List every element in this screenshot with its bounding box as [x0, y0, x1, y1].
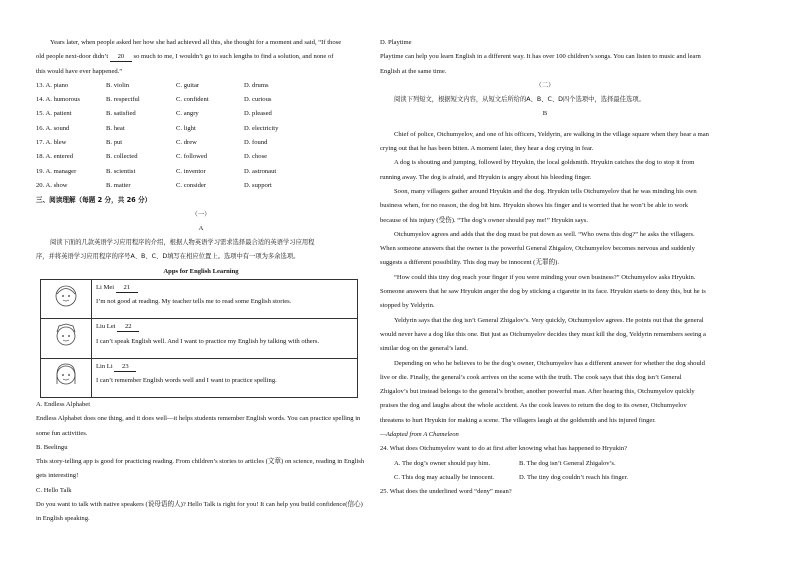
right-column — [380, 36, 710, 500]
need-cell — [92, 319, 358, 358]
girl-avatar-icon — [53, 360, 79, 390]
option: B. matter — [106, 181, 131, 189]
avatar — [41, 358, 92, 397]
person-name: Li Mei — [96, 284, 115, 292]
table-title: Apps for English Learning — [163, 267, 239, 275]
option: D. astronaut — [244, 167, 277, 175]
app-b-title: B. Beelingu — [36, 443, 68, 451]
app-a-desc: Endless Alphabet does one thing, and it does well—it helps students remember English words. You can practice spelling in some fun activities. — [36, 415, 361, 437]
avatar — [41, 280, 92, 319]
boy-avatar-icon — [53, 320, 79, 350]
girl-avatar-icon — [53, 281, 79, 311]
avatar — [41, 319, 92, 358]
paragraph: Chief of police, Otchumyelov, and one of his officers, Yeldyrin, are walking in the village square when they hear a man crying out that he has been bitten. A moment later, they hear a dog crying in fear. — [380, 130, 709, 153]
need-cell — [92, 280, 358, 319]
option: C. confident — [176, 96, 209, 104]
option: C. This dog may actually be innocent. — [394, 473, 495, 481]
passage-line-2: old people next-door didn’t 20 so much to me, I wouldn’t go to such lengths to find a solution, and none of — [36, 53, 334, 61]
option: 17. A. blew — [36, 139, 67, 147]
app-d-title: D. Playtime — [380, 39, 412, 46]
option: C. consider — [176, 181, 207, 189]
need-cell — [92, 358, 358, 397]
person-name: Lin Li — [96, 362, 113, 370]
option: 14. A. humorous — [36, 96, 80, 104]
option: B. satisfied — [106, 110, 136, 118]
paragraph: Soon, many villagers gather around Hryukin and the dog. Hryukin tells Otchumyelov that he was minding his own business when, for no reason, the dog bit him. Hryukin shows his finger and is worried that he won’t be able to work because of his injury (受伤). “The dog’s owner should pay me!” Hryukin says. — [380, 187, 697, 224]
part-a-heading: A — [198, 224, 204, 232]
cloze-options — [36, 79, 366, 193]
paragraph: Otchumyelov agrees and adds that the dog must be put down as well. “Who owns this dog?” he asks the villagers. When someone answers that the owner is the powerful General Zhigalov, Otchumyelov becomes nervous and suddenly suggests a different possibility. This dog may be innocent (无罪的). — [380, 230, 695, 267]
option: A. The dog’s owner should pay him. — [394, 459, 491, 467]
paragraph: A dog is shouting and jumping, followed by Hryukin, the local goldsmith. Hryukin catches the dog to stop it from running away. The dog is afraid, and Hryukin is angry about his bleeding finger. — [380, 159, 695, 181]
instruction-2: 阅读下列短文，根据短文内容，从短文后所给的A、B、C、D四个选项中，选择最佳选项。 — [394, 96, 645, 104]
option: C. drew — [176, 139, 197, 147]
person-need: I’m not good at reading. My teacher tells me to read some English stories. — [96, 298, 292, 306]
app-c-desc: Do you want to talk with native speakers (说母语的人)? Hello Talk is right for you! It can help you build confidence(信心) in English speaking. — [36, 501, 363, 523]
passage-line-1: Years later, when people asked her how she had achieved all this, she thought for a moment and said, “If those — [50, 39, 342, 46]
part-1-heading: （一） — [191, 210, 211, 218]
option: D. found — [244, 139, 268, 147]
needs-table — [40, 279, 358, 398]
question-24-options — [380, 457, 710, 486]
table-row — [41, 358, 358, 397]
person-name: Liu Lei — [96, 323, 116, 331]
table-row — [41, 280, 358, 319]
option: 19. A. manager — [36, 167, 77, 175]
instruction-line-2: 序，并将英语学习应用程序的序号A、B、C、D填写在相应位置上。选项中有一项为多余选项。 — [36, 253, 300, 261]
option: C. guitar — [176, 81, 200, 89]
person-need: I can’t speak English well. And I want to practice my English by talking with others. — [96, 337, 320, 345]
question-24: 24. What does Otchumyelov want to do at first after knowing what has happened to Hryukin? — [380, 445, 628, 453]
source-line: —Adapted from A Chameleon — [380, 431, 459, 439]
option: C. inventor — [176, 167, 206, 175]
app-c-title: C. Hello Talk — [36, 486, 72, 494]
option: B. heat — [106, 124, 125, 132]
passage-line-3: this would have ever happened.” — [36, 67, 123, 75]
option: B. put — [106, 139, 123, 147]
option: 18. A. entered — [36, 153, 73, 161]
option: 20. A. show — [36, 181, 68, 189]
option: 16. A. sound — [36, 124, 70, 132]
part-2-heading: （二） — [535, 81, 555, 89]
paragraph: Depending on who he believes to be the dog’s owner, Otchumyelov has a different answer for whether the dog should live or die. Finally, the general’s cook arrives on the scene with the truth. The cook says that this dog isn’t General Zhigalov’s but instead belongs to the general’s brother, another powerful man. After hearing this, Otchumyelov quickly praises the dog and laughs about the whole accident. As the cook leaves to return the dog to its owner, Otchumyelov threatens to hurt Hryukin for making a scene. The villagers laugh at the goldsmith and his injured finger. — [380, 359, 705, 424]
option: B. The dog isn’t General Zhigalov’s. — [519, 459, 616, 467]
blank-22: 22 — [117, 322, 139, 332]
option: C. angry — [176, 110, 199, 118]
option: D. pleased — [244, 110, 272, 118]
option: B. violin — [106, 81, 130, 89]
option: B. collected — [106, 153, 138, 161]
blank-23: 23 — [114, 362, 136, 372]
option: B. scientist — [106, 167, 136, 175]
question-25: 25. What does the underlined word “deny” mean? — [380, 488, 512, 496]
option: D. support — [244, 181, 272, 189]
app-d-desc: Playtime can help you learn English in a different way. It has over 100 children’s songs. You can listen to music and learn English at the same time. — [380, 53, 701, 75]
left-column — [36, 36, 366, 527]
option: D. The tiny dog couldn’t reach his finger. — [519, 473, 629, 481]
paragraph: Yeldyrin says that the dog isn’t General Zhigalov’s. Very quickly, Otchumyelov agrees. He points out that the general would never have a dog like this one. But just as Otchumyelov decides they must kill the dog, Yeldyrin remembers seeing a similar dog on the general’s land. — [380, 316, 706, 353]
option: D. chose — [244, 153, 268, 161]
option: D. electricity — [244, 124, 279, 132]
instruction-line-1: 阅读下面的几款英语学习应用程序的介绍，根据人物英语学习需求选择最合适的英语学习应用程 — [50, 239, 315, 247]
app-a-title: A. Endless Alphabet — [36, 400, 91, 408]
option: D. curious — [244, 96, 272, 104]
option: 15. A. patient — [36, 110, 72, 118]
section-3-title: 三、阅读理解（每题 2 分，共 26 分） — [36, 196, 152, 205]
option: B. respectful — [106, 96, 140, 104]
person-need: I can’t remember English words well and I want to practice spelling. — [96, 376, 277, 384]
option: D. drums — [244, 81, 269, 89]
app-b-desc: This story-telling app is good for practicing reading. From children’s stories to articles (文章) on science, reading in English gets interesting! — [36, 458, 365, 480]
part-b-heading: B — [542, 110, 548, 118]
table-row — [41, 319, 358, 358]
option: C. light — [176, 124, 196, 132]
option: 13. A. piano — [36, 81, 69, 89]
paragraph: “How could this tiny dog reach your finger if you were minding your own business?” Otchumyelov asks Hryukin. Someone answers that he saw Hryukin anger the dog by sticking a cigarette in its face. Hryukin starts to deny this, but he is stopped by Yeldyrin. — [380, 273, 706, 310]
blank-21: 21 — [116, 283, 138, 293]
option: C. followed — [176, 153, 208, 161]
blank-20: 20 — [110, 52, 132, 62]
